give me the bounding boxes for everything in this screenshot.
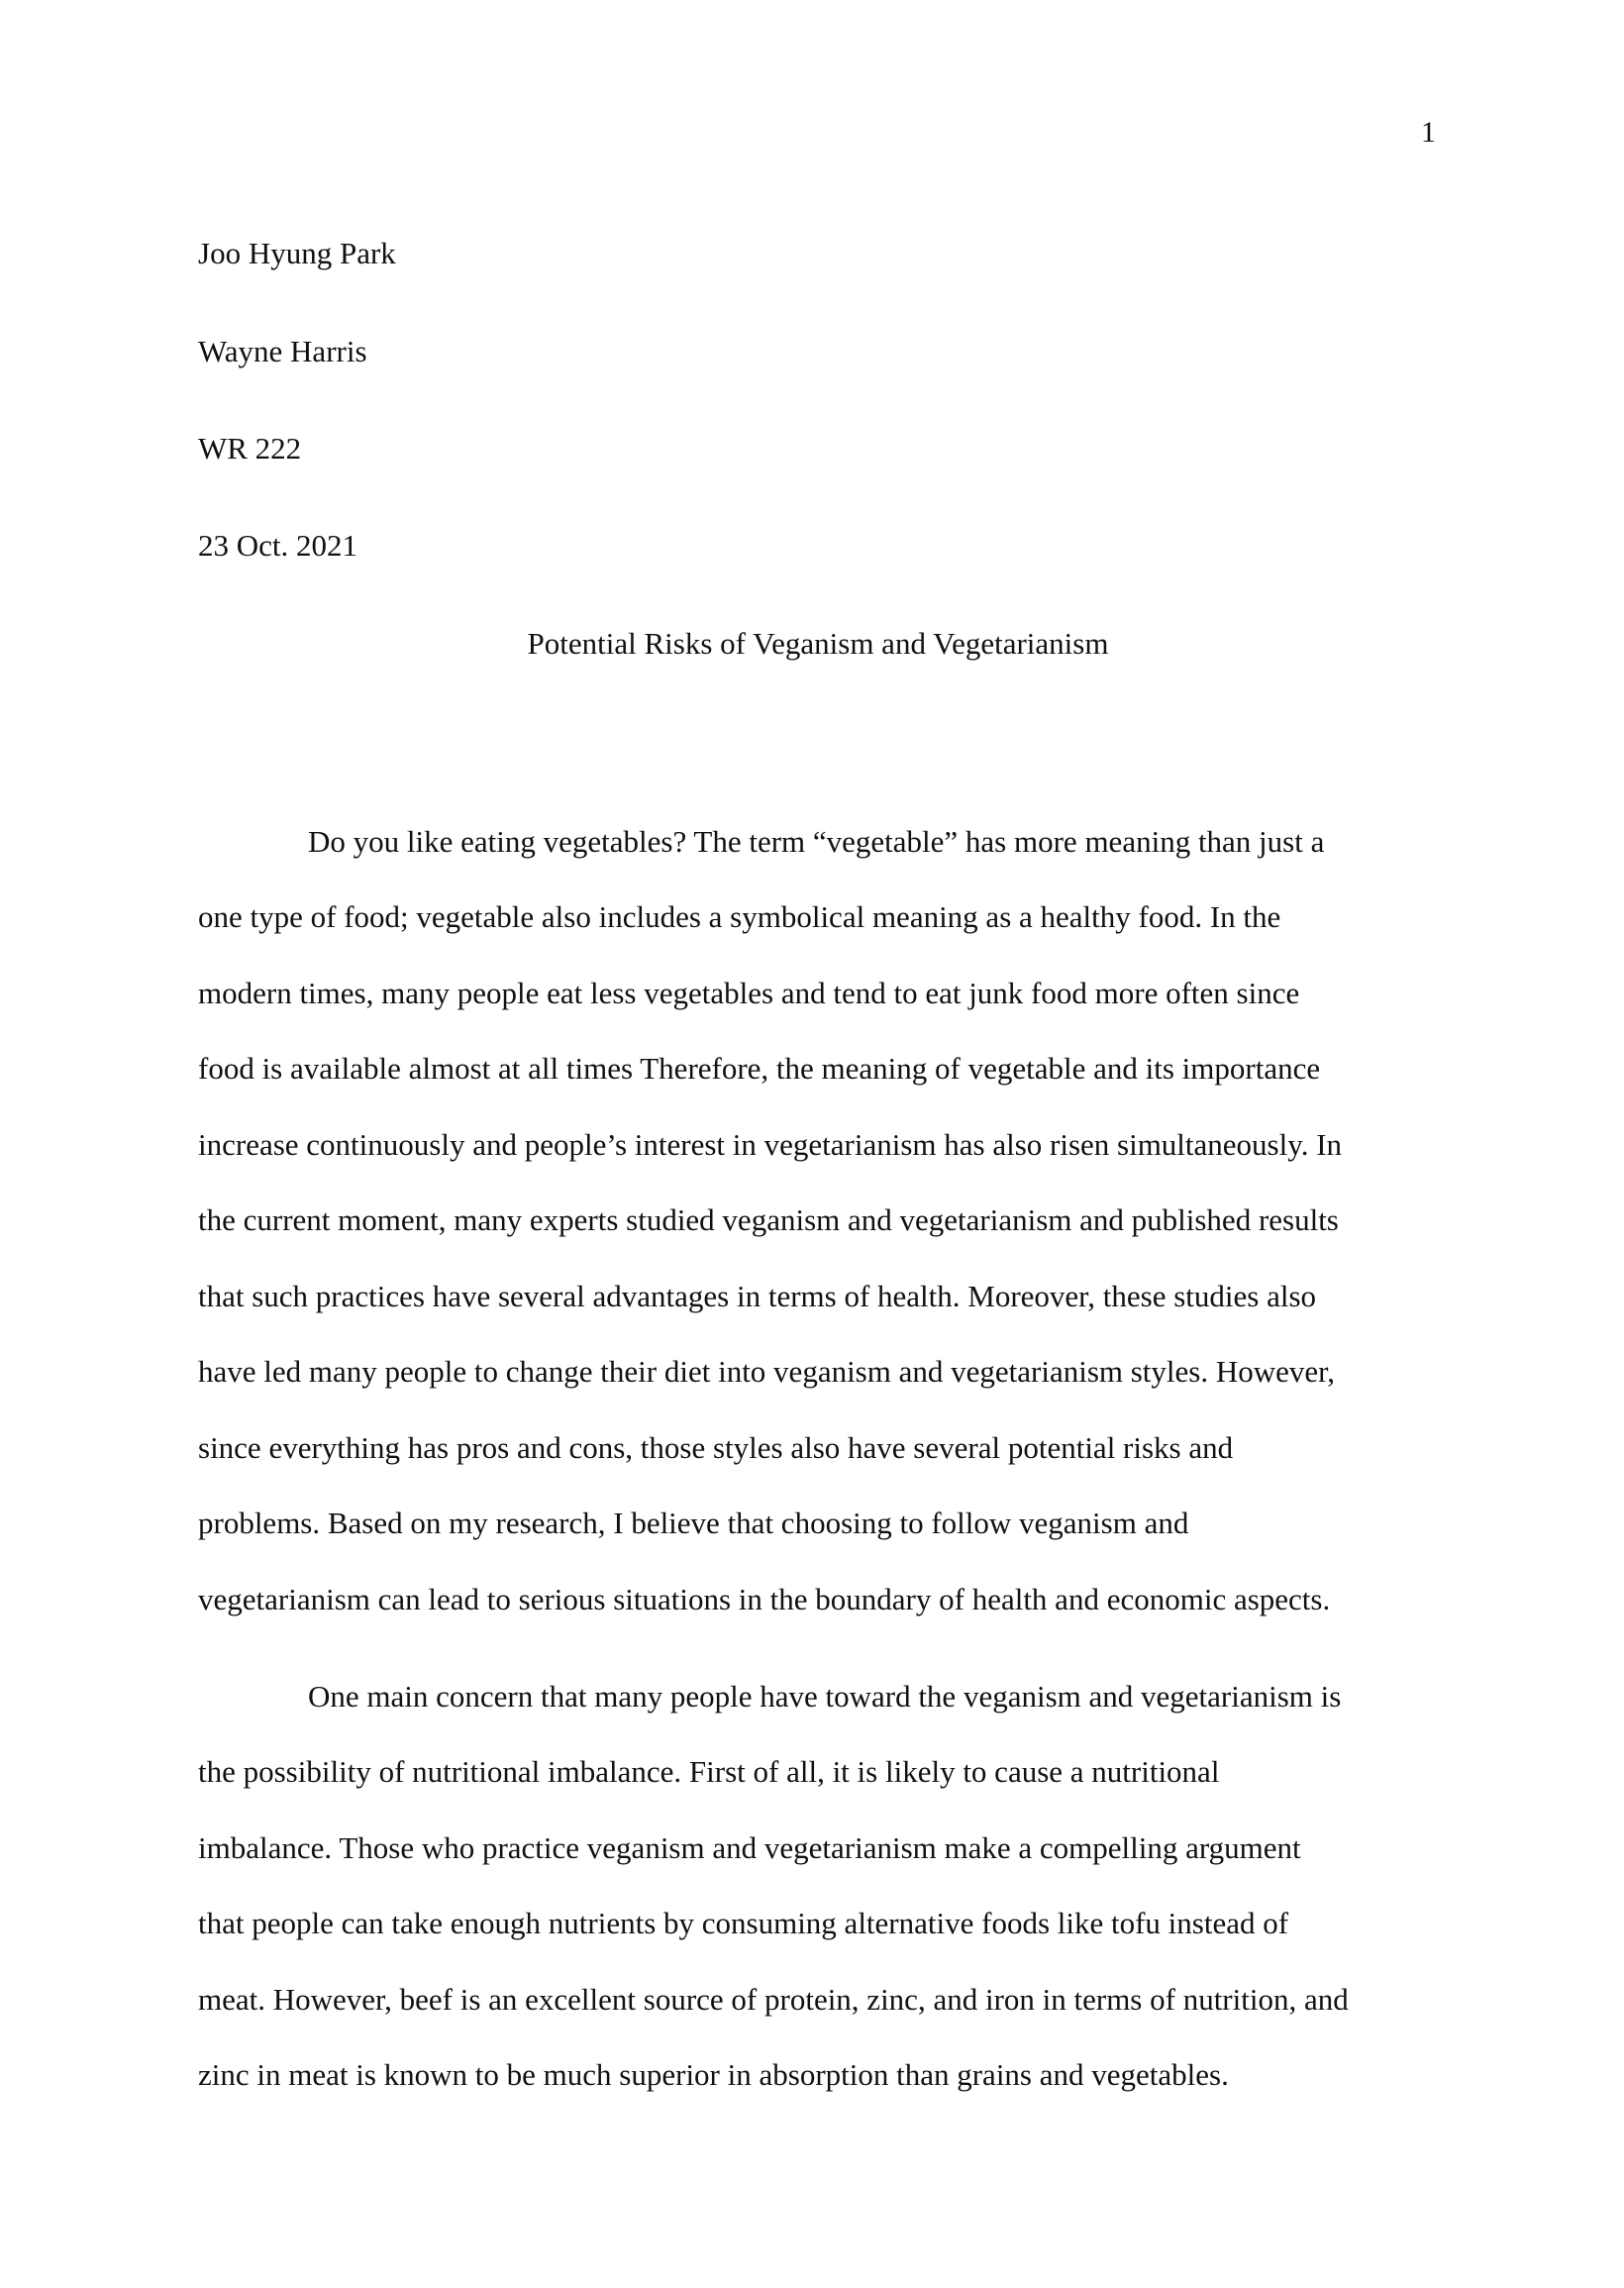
paragraph-line: modern times, many people eat less vegetables and tend to eat junk food more often since <box>198 976 1300 1010</box>
page-number: 1 <box>1421 116 1436 149</box>
paragraph-line: the possibility of nutritional imbalance. First of all, it is likely to cause a nutritional <box>198 1754 1220 1789</box>
paragraph-line: imbalance. Those who practice veganism and vegetarianism make a compelling argument <box>198 1830 1301 1865</box>
paragraph-line: food is available almost at all times Therefore, the meaning of vegetable and its importance <box>198 1051 1321 1086</box>
course-code: WR 222 <box>198 431 302 466</box>
paragraph-line: that people can take enough nutrients by consuming alternative foods like tofu instead of <box>198 1906 1289 1940</box>
paragraph-line: meat. However, beef is an excellent source of protein, zinc, and iron in terms of nutrition, and <box>198 1982 1349 2017</box>
paragraph-line: One main concern that many people have toward the veganism and vegetarianism is <box>308 1679 1342 1714</box>
paragraph-line: that such practices have several advantages in terms of health. Moreover, these studies also <box>198 1279 1317 1313</box>
paragraph-line: Do you like eating vegetables? The term “vegetable” has more meaning than just a <box>308 824 1325 859</box>
paragraph-line: since everything has pros and cons, those styles also have several potential risks and <box>198 1430 1234 1465</box>
paragraph-line: increase continuously and people’s interest in vegetarianism has also risen simultaneously. In <box>198 1127 1343 1162</box>
paragraph-line: have led many people to change their diet into veganism and vegetarianism styles. However, <box>198 1354 1335 1389</box>
paragraph-line: one type of food; vegetable also includes a symbolical meaning as a healthy food. In the <box>198 899 1281 934</box>
student-name: Joo Hyung Park <box>198 236 396 270</box>
paragraph-line: problems. Based on my research, I believe that choosing to follow veganism and <box>198 1506 1189 1540</box>
paragraph-line: the current moment, many experts studied veganism and vegetarianism and published results <box>198 1202 1339 1237</box>
paragraph-line: vegetarianism can lead to serious situations in the boundary of health and economic aspects. <box>198 1582 1331 1616</box>
essay-title: Potential Risks of Veganism and Vegetarianism <box>527 626 1109 661</box>
instructor-name: Wayne Harris <box>198 334 367 368</box>
date: 23 Oct. 2021 <box>198 528 358 563</box>
paragraph-line: zinc in meat is known to be much superior in absorption than grains and vegetables. <box>198 2057 1229 2092</box>
